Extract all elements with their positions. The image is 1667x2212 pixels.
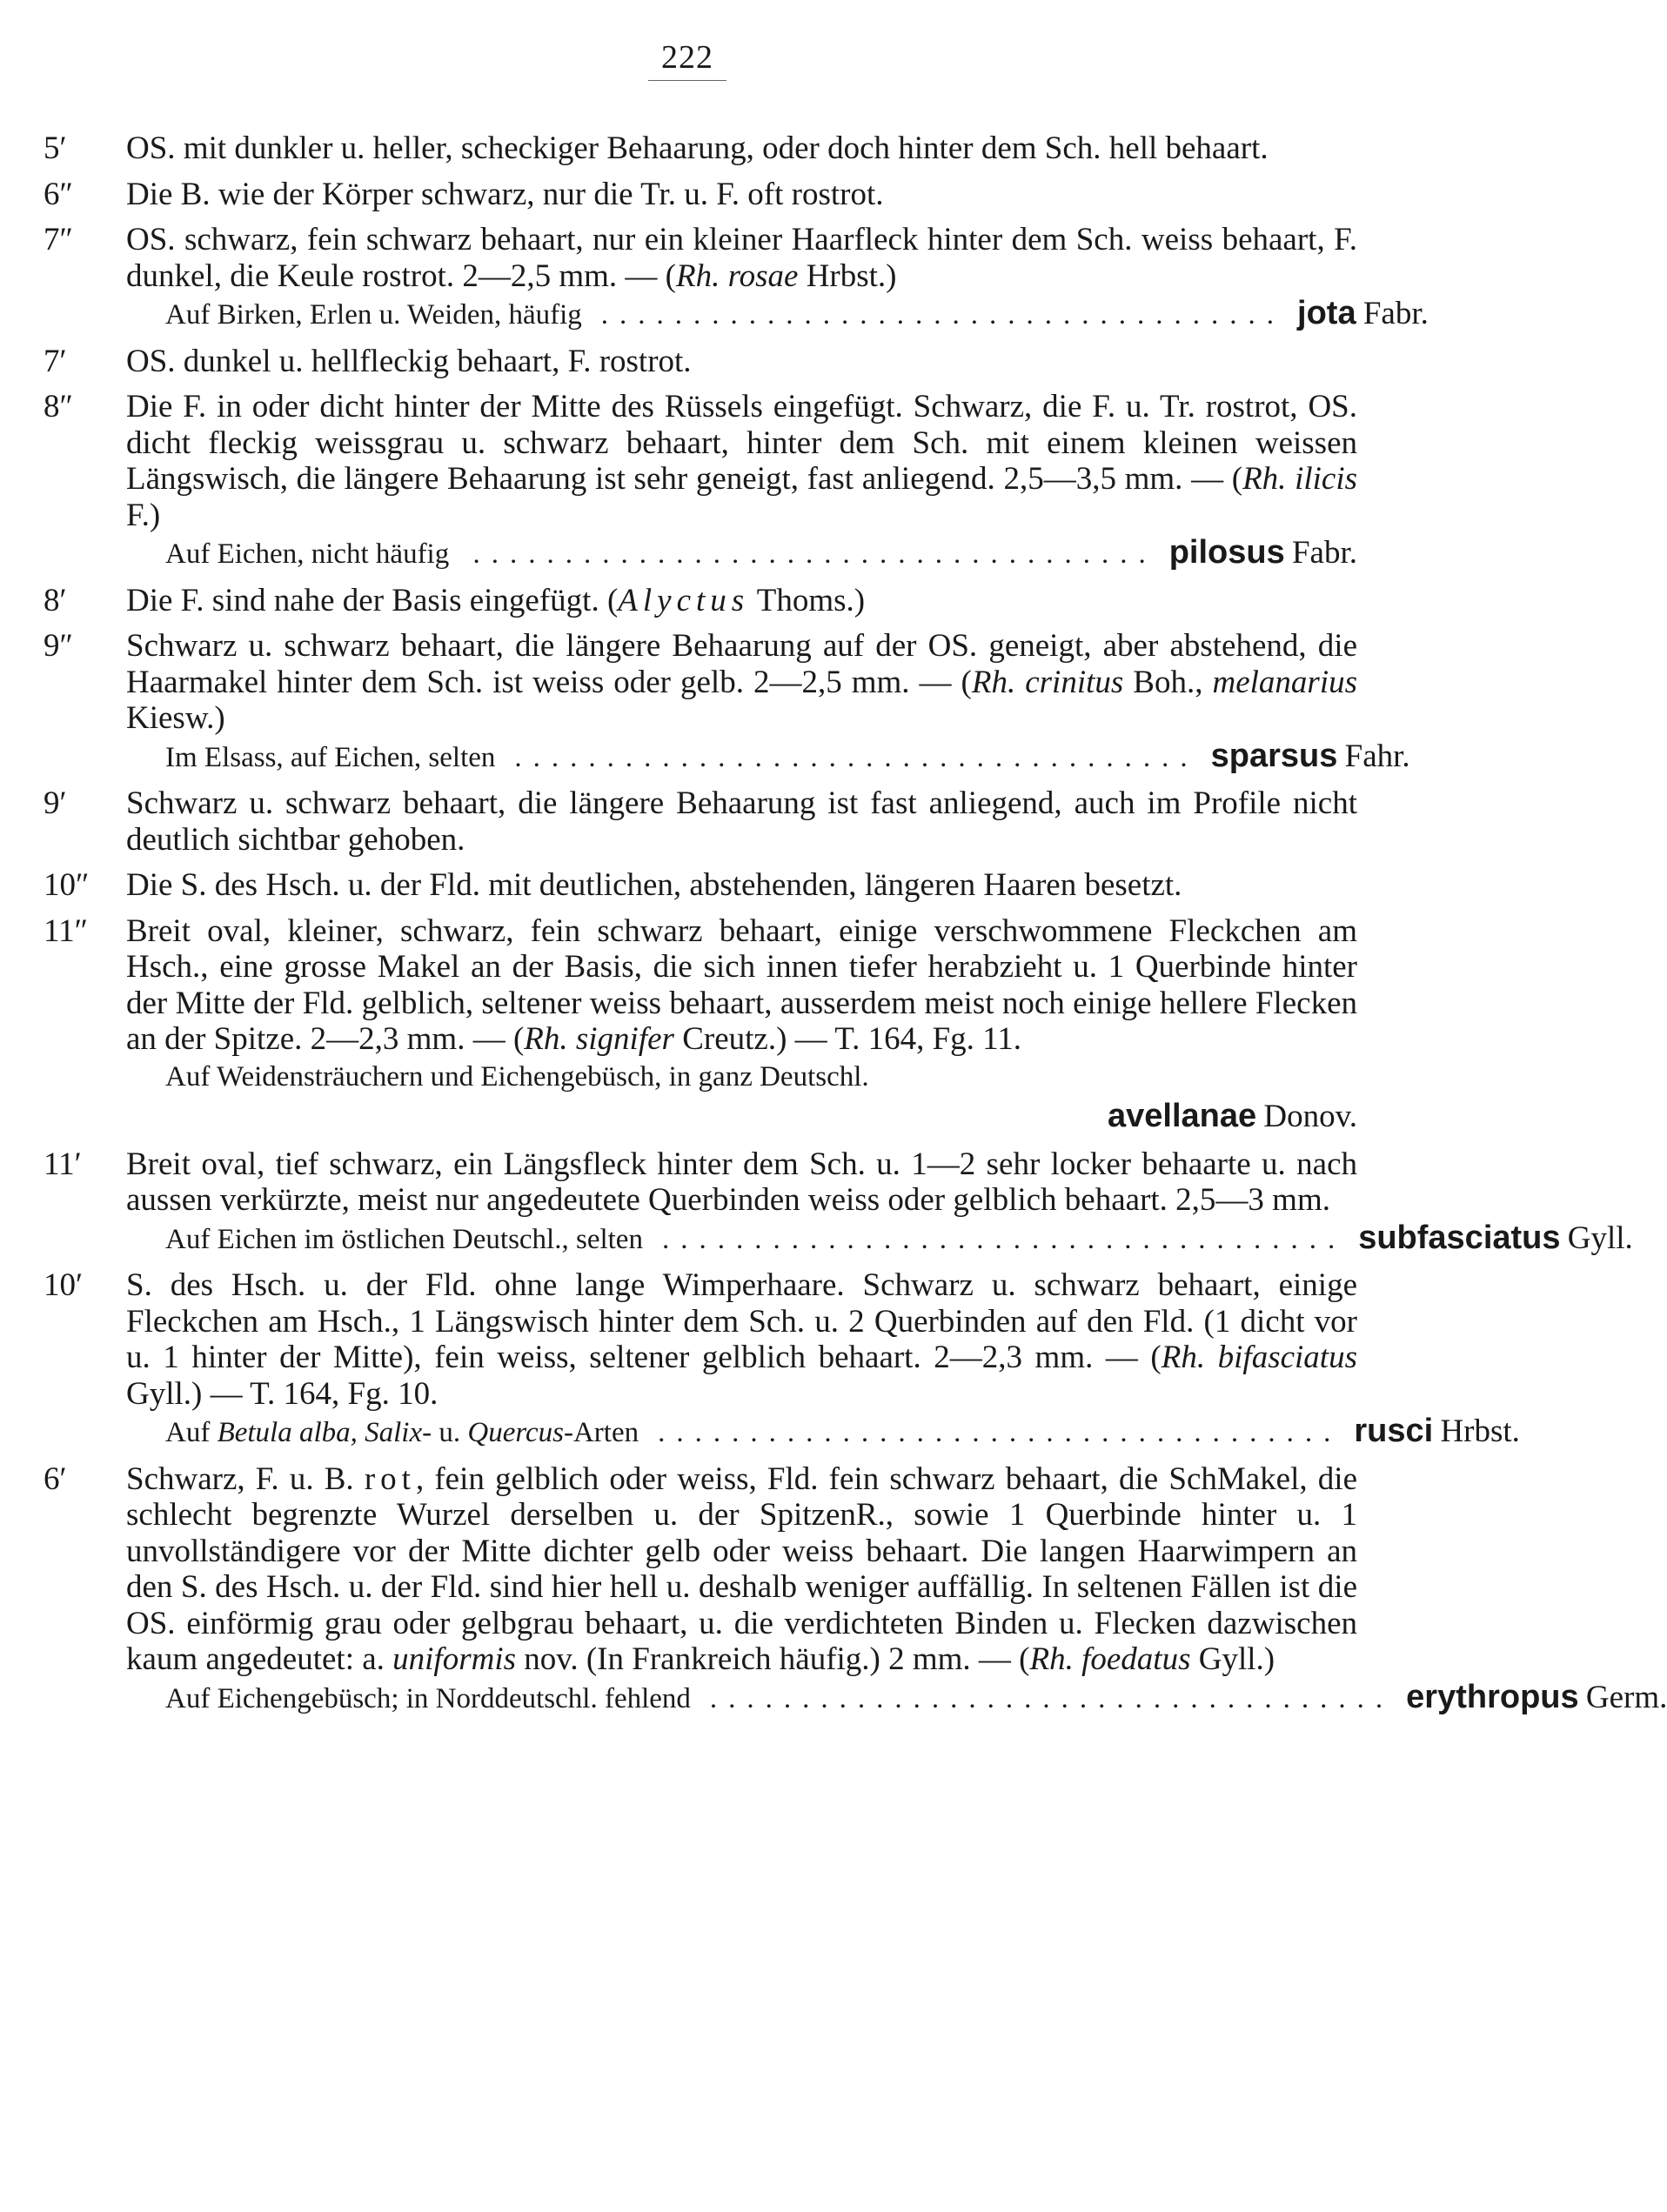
species-author: Donov. bbox=[1263, 1099, 1357, 1134]
species-author: Hrbst. bbox=[1440, 1413, 1520, 1449]
text-part: Boh., bbox=[1123, 664, 1213, 700]
couplet-number: 8″ bbox=[44, 389, 73, 424]
couplet-text: Schwarz u. schwarz behaart, die längere Behaarung ist fast anliegend, auch im Profile nicht deutlich sichtbar gehoben. bbox=[126, 785, 1357, 858]
occurrence-line bbox=[126, 1413, 1520, 1452]
couplet-number: 9″ bbox=[44, 628, 73, 664]
leader-dots: ..................................... bbox=[709, 1682, 1395, 1714]
couplet-text: Die S. des Hsch. u. der Fld. mit deutlichen, abstehenden, längeren Haaren besetzt. bbox=[126, 867, 1182, 903]
text-part: Die F. sind nahe der Basis eingefügt. ( bbox=[126, 582, 619, 618]
aberration-name: uniformis bbox=[392, 1641, 517, 1677]
key-entry-5b bbox=[44, 130, 1357, 167]
key-text bbox=[44, 130, 1667, 1727]
text-part: Auf bbox=[165, 1417, 218, 1448]
species-name: rusci bbox=[1354, 1413, 1434, 1449]
text-part: Gyll.) bbox=[1190, 1641, 1275, 1677]
occurrence-line bbox=[126, 295, 1429, 334]
species-author: Fabr. bbox=[1291, 535, 1357, 571]
occurrence-line bbox=[126, 1678, 1667, 1718]
leader-dots: ..................................... bbox=[600, 299, 1286, 331]
species-label bbox=[165, 1099, 1357, 1137]
text-part: Thoms.) bbox=[749, 582, 866, 618]
text-part: Kiesw.) bbox=[126, 700, 225, 736]
couplet-number: 6″ bbox=[44, 176, 73, 212]
occurrence-text: Auf Birken, Erlen u. Weiden, häufig bbox=[165, 299, 582, 331]
couplet-text: OS. mit dunkler u. heller, scheckiger Behaarung, oder doch hinter dem Sch. hell behaart. bbox=[126, 130, 1269, 166]
species-label bbox=[1406, 1680, 1667, 1718]
occurrence-line bbox=[126, 535, 1357, 573]
text-part: Die F. in oder dicht hinter der Mitte des Rüssels eingefügt. Schwarz, die F. u. Tr. rostrot, OS. dicht fleckig weissgrau u. schwarz behaart, hinter dem Sch. mit einem kleinen weissen Längswisch, die längere Behaarung ist sehr geneigt, fast anliegend. 2,5—3,5 mm. — ( bbox=[126, 389, 1357, 497]
emphasized-word: rot bbox=[364, 1460, 416, 1497]
couplet-number: 11″ bbox=[44, 912, 89, 949]
couplet-number: 7′ bbox=[44, 343, 67, 379]
couplet-number: 5′ bbox=[44, 130, 67, 166]
leader-dots: ..................................... bbox=[661, 1223, 1347, 1255]
text-part: nov. (In Frankreich häufig.) 2 mm. — ( bbox=[516, 1641, 1030, 1677]
occurrence-line bbox=[126, 1219, 1633, 1259]
occurrence-line bbox=[126, 1059, 1357, 1137]
couplet-number: 10′ bbox=[44, 1267, 84, 1303]
couplet-text bbox=[126, 222, 1357, 294]
synonym-name: melanarius bbox=[1212, 664, 1357, 700]
text-part: S. des Hsch. u. der Fld. ohne lange Wimperhaare. Schwarz u. schwarz behaart, einige Fleckchen am Hsch., 1 Längswisch hinter dem Sch. u. 2 Querbinden auf den Fld. (1 dicht vor u. 1 hinter der Mitte), fein weiss, seltener gelblich behaart. 2—2,3 mm. — ( bbox=[126, 1267, 1357, 1375]
key-entry-9a bbox=[44, 628, 1410, 776]
occurrence-text: Auf Eichen, nicht häufig bbox=[165, 538, 450, 570]
occurrence-text: Auf Eichen im östlichen Deutschl., selten bbox=[165, 1223, 643, 1255]
text-part: Creutz.) — T. 164, Fg. 11. bbox=[673, 1021, 1022, 1057]
synonym-name: Rh. rosae bbox=[675, 257, 799, 294]
species-name: pilosus bbox=[1168, 534, 1285, 571]
couplet-number: 7″ bbox=[44, 222, 73, 257]
occurrence-text bbox=[165, 1415, 639, 1452]
couplet-text bbox=[126, 628, 1357, 737]
couplet-number: 10″ bbox=[44, 867, 90, 903]
couplet-text bbox=[126, 583, 1357, 619]
species-label bbox=[1354, 1413, 1520, 1452]
text-part: Schwarz u. schwarz behaart, die längere Behaarung auf der OS. geneigt, aber abstehend, die Haarmakel hinter dem Sch. ist weiss oder gelb. 2—2,5 mm. — ( bbox=[126, 628, 1357, 700]
couplet-text: Die B. wie der Körper schwarz, nur die Tr. u. F. oft rostrot. bbox=[126, 176, 884, 212]
species-name: erythropus bbox=[1406, 1678, 1579, 1715]
host-plant-name: Quercus bbox=[467, 1417, 564, 1448]
species-name: subfasciatus bbox=[1358, 1219, 1561, 1256]
species-name: avellanae bbox=[1108, 1098, 1257, 1134]
text-part: Breit oval, kleiner, schwarz, fein schwarz behaart, einige verschwommene Fleckchen am Hsch., eine grosse Makel an der Basis, die sich innen tiefer herabzieht u. 1 Querbinde hinter der Mitte der Fld. gelblich, seltener weiss behaart, ausserdem meist noch einige hellere Flecken an der Spitze. 2—2,3 mm. — ( bbox=[126, 912, 1357, 1057]
text-part: , fein gelblich oder weiss, Fld. fein schwarz behaart, die SchMakel, die schlecht begrenzte Wurzel derselben u. der SpitzenR., sowie 1 Querbinde hinter u. 1 unvollständigere vor der Mitte dichter gelb oder weiss behaart. Die langen Haarwimpern an den S. des Hsch. u. der Fld. sind hier hell u. deshalb weniger auffällig. In seltenen Fällen ist die OS. einförmig grau oder gelbgrau behaart, u. die verdichteten Binden u. Flecken dazwischen kaum angedeutet: a. bbox=[126, 1460, 1357, 1677]
text-part: OS. schwarz, fein schwarz behaart, nur ein kleiner Haarfleck hinter dem Sch. weiss behaart, F. dunkel, die Keule rostrot. 2—2,5 mm. — ( bbox=[126, 222, 1357, 294]
leader-dots: ..................................... bbox=[658, 1417, 1342, 1448]
subgenus-name: Alyctus bbox=[618, 582, 750, 618]
couplet-number: 8′ bbox=[44, 582, 67, 618]
couplet-text: Breit oval, tief schwarz, ein Längsfleck hinter dem Sch. u. 1—2 sehr locker behaarte u. nach aussen verkürzte, meist nur angedeutete Querbinden weiss oder gelblich behaart. 2,5—3 mm. bbox=[126, 1146, 1357, 1218]
occurrence-text: Im Elsass, auf Eichen, selten bbox=[165, 741, 496, 773]
species-label bbox=[1169, 535, 1357, 573]
key-entry-8b bbox=[44, 583, 1357, 619]
couplet-text bbox=[126, 1267, 1357, 1412]
couplet-text bbox=[126, 1461, 1357, 1678]
text-part: Schwarz, F. u. B. bbox=[126, 1460, 365, 1497]
synonym-name: Rh. bifasciatus bbox=[1161, 1340, 1357, 1375]
species-label bbox=[1211, 738, 1410, 777]
species-label bbox=[1297, 296, 1429, 334]
synonym-name: Rh. ilicis bbox=[1242, 461, 1358, 497]
text-part: F.) bbox=[126, 497, 161, 533]
page-number: 222 bbox=[0, 38, 1375, 81]
key-entry-6b bbox=[44, 1460, 1667, 1718]
leader-dots: ..................................... bbox=[472, 538, 1157, 570]
synonym-name: Rh. crinitus bbox=[971, 664, 1124, 700]
couplet-number: 11′ bbox=[44, 1146, 82, 1182]
key-entry-9b bbox=[44, 785, 1357, 858]
host-plant-name: Betula alba, Salix bbox=[217, 1417, 423, 1448]
text-part: Gyll.) — T. 164, Fg. 10. bbox=[126, 1375, 439, 1412]
couplet-text: OS. dunkel u. hellfleckig behaart, F. rostrot. bbox=[126, 343, 692, 379]
occurrence-text: Auf Eichengebüsch; in Norddeutschl. fehlend bbox=[165, 1682, 691, 1714]
couplet-number: 6′ bbox=[44, 1460, 67, 1497]
species-author: Germ. bbox=[1585, 1679, 1667, 1715]
species-name: jota bbox=[1297, 295, 1356, 331]
occurrence-line bbox=[126, 737, 1410, 777]
couplet-text bbox=[126, 913, 1357, 1058]
species-author: Gyll. bbox=[1567, 1220, 1633, 1256]
couplet-number: 9′ bbox=[44, 785, 67, 821]
key-entry-11b bbox=[44, 1146, 1633, 1259]
species-label bbox=[1358, 1220, 1633, 1259]
key-entry-7a bbox=[44, 222, 1429, 334]
key-entry-6a bbox=[44, 177, 1357, 213]
species-author: Fabr. bbox=[1362, 296, 1429, 331]
couplet-text bbox=[126, 389, 1357, 533]
text-part: - u. bbox=[422, 1417, 468, 1448]
text-part: Hrbst.) bbox=[798, 257, 897, 294]
text-part: -Arten bbox=[563, 1417, 639, 1448]
key-entry-11a bbox=[44, 913, 1357, 1137]
species-author: Fahr. bbox=[1344, 738, 1410, 774]
key-entry-7b bbox=[44, 344, 1357, 380]
synonym-name: Rh. foedatus bbox=[1029, 1641, 1191, 1677]
leader-dots: ..................................... bbox=[514, 741, 1199, 773]
key-entry-8a bbox=[44, 389, 1357, 573]
synonym-name: Rh. signifer bbox=[524, 1021, 674, 1057]
key-entry-10b bbox=[44, 1267, 1520, 1452]
species-name: sparsus bbox=[1210, 737, 1338, 774]
occurrence-text: Auf Weidensträuchern und Eichengebüsch, in ganz Deutschl. bbox=[165, 1060, 869, 1093]
key-entry-10a bbox=[44, 867, 1357, 904]
